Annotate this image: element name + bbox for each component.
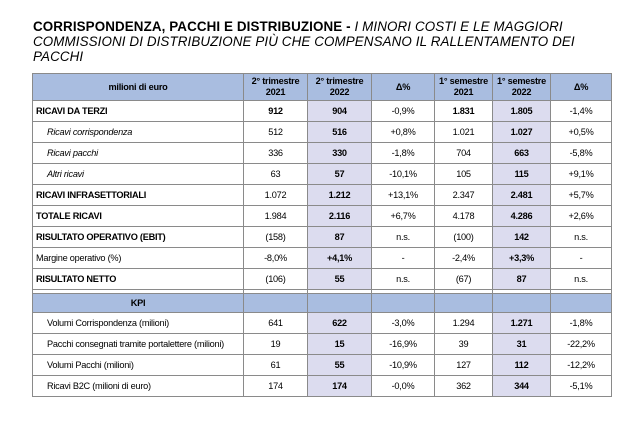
cell-value: 19 bbox=[244, 334, 308, 355]
cell-value: -5,1% bbox=[551, 376, 612, 397]
cell-value: +5,7% bbox=[551, 185, 612, 206]
cell-value: 2.481 bbox=[493, 185, 551, 206]
row-label: RICAVI DA TERZI bbox=[33, 101, 244, 122]
row-label: Volumi Pacchi (milioni) bbox=[33, 355, 244, 376]
cell-value: n.s. bbox=[551, 269, 612, 290]
table-row bbox=[33, 164, 612, 185]
row-label: Ricavi B2C (milioni di euro) bbox=[33, 376, 244, 397]
cell-value: (67) bbox=[435, 269, 493, 290]
col-header-h1-2022: 1° semestre 2022 bbox=[493, 74, 551, 101]
cell-value: 1.072 bbox=[244, 185, 308, 206]
col-header-delta-h: Δ% bbox=[551, 74, 612, 101]
cell-value: -10,9% bbox=[372, 355, 435, 376]
cell-value: 115 bbox=[493, 164, 551, 185]
cell-value: 55 bbox=[308, 269, 372, 290]
col-header-h1-2021: 1° semestre 2021 bbox=[435, 74, 493, 101]
cell-value: 704 bbox=[435, 143, 493, 164]
cell-value: -1,8% bbox=[551, 313, 612, 334]
cell-value: +6,7% bbox=[372, 206, 435, 227]
table-row bbox=[33, 206, 612, 227]
cell-value: +2,6% bbox=[551, 206, 612, 227]
cell-value: 39 bbox=[435, 334, 493, 355]
cell-value: 2.347 bbox=[435, 185, 493, 206]
cell-value: 1.027 bbox=[493, 122, 551, 143]
cell-value: 4.178 bbox=[435, 206, 493, 227]
cell-value: 912 bbox=[244, 101, 308, 122]
cell-value: 663 bbox=[493, 143, 551, 164]
cell-value: 904 bbox=[308, 101, 372, 122]
cell-value: 1.294 bbox=[435, 313, 493, 334]
cell-value: 516 bbox=[308, 122, 372, 143]
cell-value: -2,4% bbox=[435, 248, 493, 269]
cell-value: 622 bbox=[308, 313, 372, 334]
cell-value: - bbox=[551, 248, 612, 269]
row-label: TOTALE RICAVI bbox=[33, 206, 244, 227]
cell-value: - bbox=[372, 248, 435, 269]
row-label: Margine operativo (%) bbox=[33, 248, 244, 269]
col-header-label: milioni di euro bbox=[33, 74, 244, 101]
cell-value: 31 bbox=[493, 334, 551, 355]
cell-value: -5,8% bbox=[551, 143, 612, 164]
cell-value: 512 bbox=[244, 122, 308, 143]
cell-value: 2.116 bbox=[308, 206, 372, 227]
cell-value: 61 bbox=[244, 355, 308, 376]
cell-value: +0,8% bbox=[372, 122, 435, 143]
cell-value: -1,4% bbox=[551, 101, 612, 122]
table-row bbox=[33, 269, 612, 290]
cell-value: (158) bbox=[244, 227, 308, 248]
table-row bbox=[33, 185, 612, 206]
cell-value: 1.805 bbox=[493, 101, 551, 122]
cell-value: 112 bbox=[493, 355, 551, 376]
cell-value: -1,8% bbox=[372, 143, 435, 164]
cell-value: 55 bbox=[308, 355, 372, 376]
cell-value: 63 bbox=[244, 164, 308, 185]
cell-value: 1.831 bbox=[435, 101, 493, 122]
financial-table bbox=[32, 73, 612, 397]
cell-value: -22,2% bbox=[551, 334, 612, 355]
cell-value: 174 bbox=[244, 376, 308, 397]
title-italic: I MINORI COSTI E LE MAGGIORI COMMISSIONI DI DISTRIBUZIONE PIÙ CHE COMPENSANO IL RALLENTAMENTO DEI PACCHI bbox=[33, 19, 575, 64]
cell-value: 1.271 bbox=[493, 313, 551, 334]
cell-value: -0,0% bbox=[372, 376, 435, 397]
cell-value: 336 bbox=[244, 143, 308, 164]
cell-value: 142 bbox=[493, 227, 551, 248]
cell-value: +0,5% bbox=[551, 122, 612, 143]
cell-value: 4.286 bbox=[493, 206, 551, 227]
kpi-header: KPI bbox=[33, 294, 244, 313]
cell-value: n.s. bbox=[372, 269, 435, 290]
cell-value: 105 bbox=[435, 164, 493, 185]
cell-value: 15 bbox=[308, 334, 372, 355]
cell-value: 641 bbox=[244, 313, 308, 334]
row-label: Volumi Corrispondenza (milioni) bbox=[33, 313, 244, 334]
cell-value: -16,9% bbox=[372, 334, 435, 355]
cell-value: 87 bbox=[493, 269, 551, 290]
cell-value: +13,1% bbox=[372, 185, 435, 206]
cell-value: +3,3% bbox=[493, 248, 551, 269]
cell-value: 1.984 bbox=[244, 206, 308, 227]
table-row bbox=[33, 248, 612, 269]
cell-value: 87 bbox=[308, 227, 372, 248]
cell-value: (100) bbox=[435, 227, 493, 248]
cell-value: 57 bbox=[308, 164, 372, 185]
cell-value: 330 bbox=[308, 143, 372, 164]
table-row bbox=[33, 227, 612, 248]
table-row bbox=[33, 101, 612, 122]
kpi-header-row bbox=[33, 294, 612, 313]
cell-value: 174 bbox=[308, 376, 372, 397]
cell-value: -8,0% bbox=[244, 248, 308, 269]
row-label: Pacchi consegnati tramite portalettere (milioni) bbox=[33, 334, 244, 355]
cell-value: 1.021 bbox=[435, 122, 493, 143]
row-label: Ricavi pacchi bbox=[33, 143, 244, 164]
cell-value: -10,1% bbox=[372, 164, 435, 185]
page-title bbox=[33, 19, 623, 64]
col-header-q2-2022: 2° trimestre 2022 bbox=[308, 74, 372, 101]
cell-value: -12,2% bbox=[551, 355, 612, 376]
table-row bbox=[33, 376, 612, 397]
cell-value: +9,1% bbox=[551, 164, 612, 185]
cell-value: n.s. bbox=[372, 227, 435, 248]
row-label: Altri ricavi bbox=[33, 164, 244, 185]
cell-value: n.s. bbox=[551, 227, 612, 248]
cell-value: 1.212 bbox=[308, 185, 372, 206]
cell-value: -0,9% bbox=[372, 101, 435, 122]
table-row bbox=[33, 334, 612, 355]
table-row bbox=[33, 355, 612, 376]
col-header-delta-q: Δ% bbox=[372, 74, 435, 101]
cell-value: +4,1% bbox=[308, 248, 372, 269]
cell-value: (106) bbox=[244, 269, 308, 290]
table-row bbox=[33, 122, 612, 143]
row-label: Ricavi corrispondenza bbox=[33, 122, 244, 143]
table-row bbox=[33, 143, 612, 164]
cell-value: 344 bbox=[493, 376, 551, 397]
cell-value: 127 bbox=[435, 355, 493, 376]
table-row bbox=[33, 313, 612, 334]
cell-value: 362 bbox=[435, 376, 493, 397]
col-header-q2-2021: 2° trimestre 2021 bbox=[244, 74, 308, 101]
cell-value: -3,0% bbox=[372, 313, 435, 334]
row-label: RICAVI INFRASETTORIALI bbox=[33, 185, 244, 206]
header-row bbox=[33, 74, 612, 101]
title-bold: CORRISPONDENZA, PACCHI E DISTRIBUZIONE - bbox=[33, 19, 355, 34]
row-label: RISULTATO OPERATIVO (EBIT) bbox=[33, 227, 244, 248]
row-label: RISULTATO NETTO bbox=[33, 269, 244, 290]
